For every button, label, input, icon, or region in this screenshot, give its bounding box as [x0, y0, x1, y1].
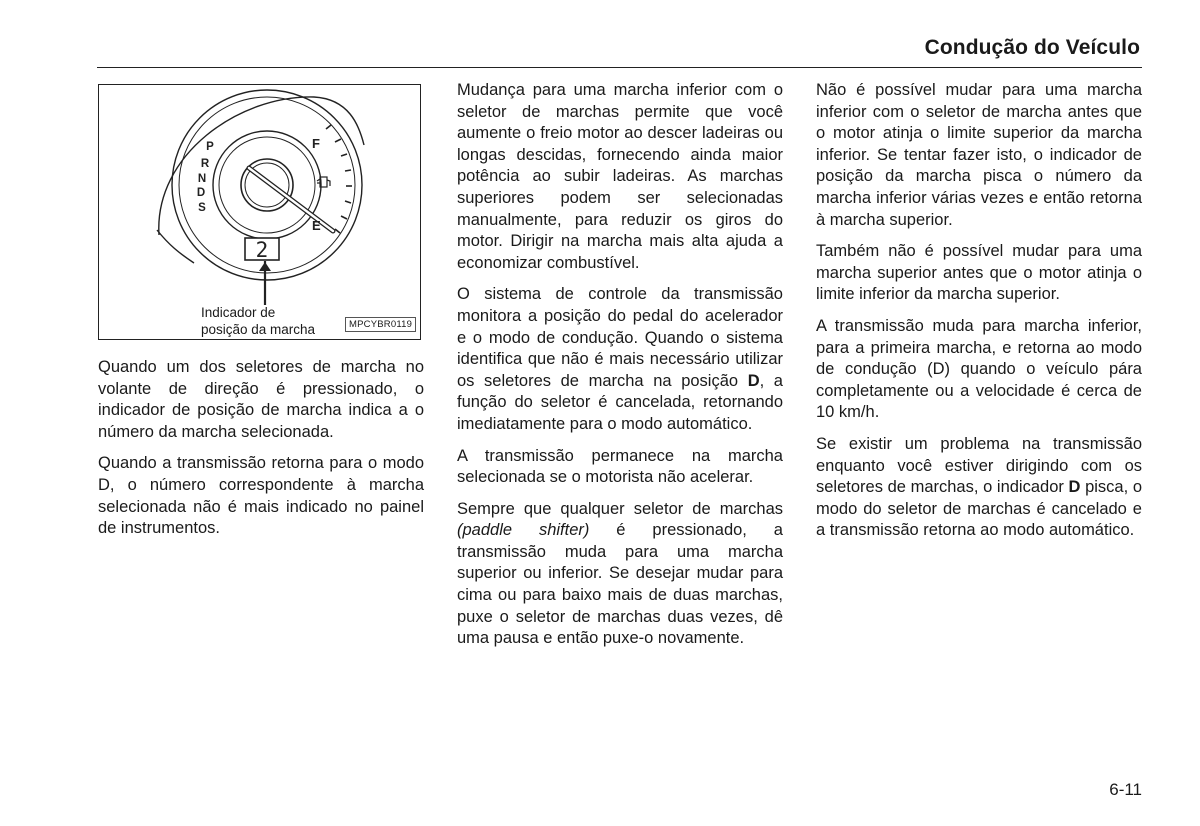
paragraph-text: Sempre que qualquer seletor de marchas [457, 499, 783, 518]
page-header-title: Condução do Veículo [924, 36, 1140, 59]
text-column-1 [98, 357, 424, 550]
figure-caption-line1: Indicador de [201, 305, 276, 320]
paragraph [457, 499, 783, 650]
page-number: 6-11 [1109, 780, 1142, 799]
italic-term: (paddle shifter) [457, 521, 590, 540]
paragraph: Também não é possível mudar para uma marcha superior antes que o motor atinja o limite inferior da marcha superior. [816, 242, 1142, 304]
paragraph: A transmissão permanece na marcha selecionada se o motorista não acelerar. [457, 446, 783, 487]
gear-letter-n: N [197, 173, 207, 185]
gear-digit: 2 [255, 238, 269, 262]
paragraph: Quando um dos seletores de marcha no volante de direção é pressionado, o indicador de posição de marcha indica a o número da marcha selecionada. [98, 358, 424, 441]
figure-caption [201, 304, 315, 338]
text-column-2 [457, 80, 783, 660]
paragraph-text: é pressionado, a transmissão muda para uma marcha superior ou inferior. Se desejar mudar para cima ou para baixo mais de duas marchas, puxe o seletor de marchas duas vezes, dê uma pausa e então puxe-o novamente. [457, 521, 783, 648]
gear-letter-r: R [200, 158, 210, 170]
bold-mode-d: D [747, 371, 760, 390]
gear-letter-p: P [206, 141, 214, 153]
paragraph: Mudança para uma marcha inferior com o seletor de marchas permite que você aumente o freio motor ao descer ladeiras ou longas descidas, fornecendo ainda maior potência ao subir ladeiras. As marchas superiores podem ser selecionadas manualmente, para reduzir os giros do motor. Dirigir na marcha mais alta ajuda a economizar combustível. [457, 81, 783, 272]
paragraph-text: Se existir um problema na transmissão enquanto você estiver dirigindo com os seletores de marchas, o indicador [816, 434, 1142, 497]
text-column-3 [816, 80, 1142, 552]
fuel-empty-label: E [312, 218, 321, 233]
instrument-cluster-illustration [99, 85, 421, 340]
gauge-dial-ring [213, 131, 321, 239]
fuel-full-label: F [312, 136, 320, 151]
paragraph: Não é possível mudar para uma marcha inferior com o seletor de marcha antes que o motor atinja o limite superior da marcha inferior. Se tentar fazer isto, o indicador de posição da marcha pisca o número da marcha inferior várias vezes e então retorna à marcha superior. [816, 81, 1142, 229]
bold-mode-d: D [1068, 478, 1081, 497]
paragraph-text: pisca, o modo do seletor de marchas é cancelado e a transmissão retorna ao modo automático. [816, 478, 1143, 540]
figure-code: MPCYBR0119 [345, 317, 416, 332]
paragraph-text: O sistema de controle da transmissão monitora a posição do pedal do acelerador e o modo de condução. Quando o sistema identifica que não é mais necessário utilizar os seletores de marcha na posição [457, 285, 783, 390]
gear-letter-s: S [198, 202, 206, 214]
cluster-outer-arc-right [314, 97, 364, 145]
cluster-left-arc [157, 230, 194, 263]
figure-caption-line2: posição da marcha [201, 322, 316, 337]
header-rule [97, 67, 1142, 68]
paragraph [816, 434, 1142, 542]
paragraph: A transmissão muda para marcha inferior, para a primeira marcha, e retorna ao modo de condução (D) quando o veículo pára completamente ou a velocidade é cerca de 10 km/h. [816, 316, 1142, 422]
gear-indicator-figure [98, 84, 421, 340]
paragraph-text: , a função do seletor é cancelada, retornando imediatamente para o modo automático. [457, 371, 783, 433]
gauge-dial-inner [219, 137, 315, 233]
paragraph: Quando a transmissão retorna para o modo D, o número correspondente à marcha selecionada não é mais indicado no painel de instrumentos. [98, 454, 424, 538]
gear-letter-d: D [196, 187, 206, 199]
fuel-pump-icon [317, 177, 330, 187]
paragraph [457, 284, 783, 435]
cluster-outer-arc [159, 97, 314, 235]
